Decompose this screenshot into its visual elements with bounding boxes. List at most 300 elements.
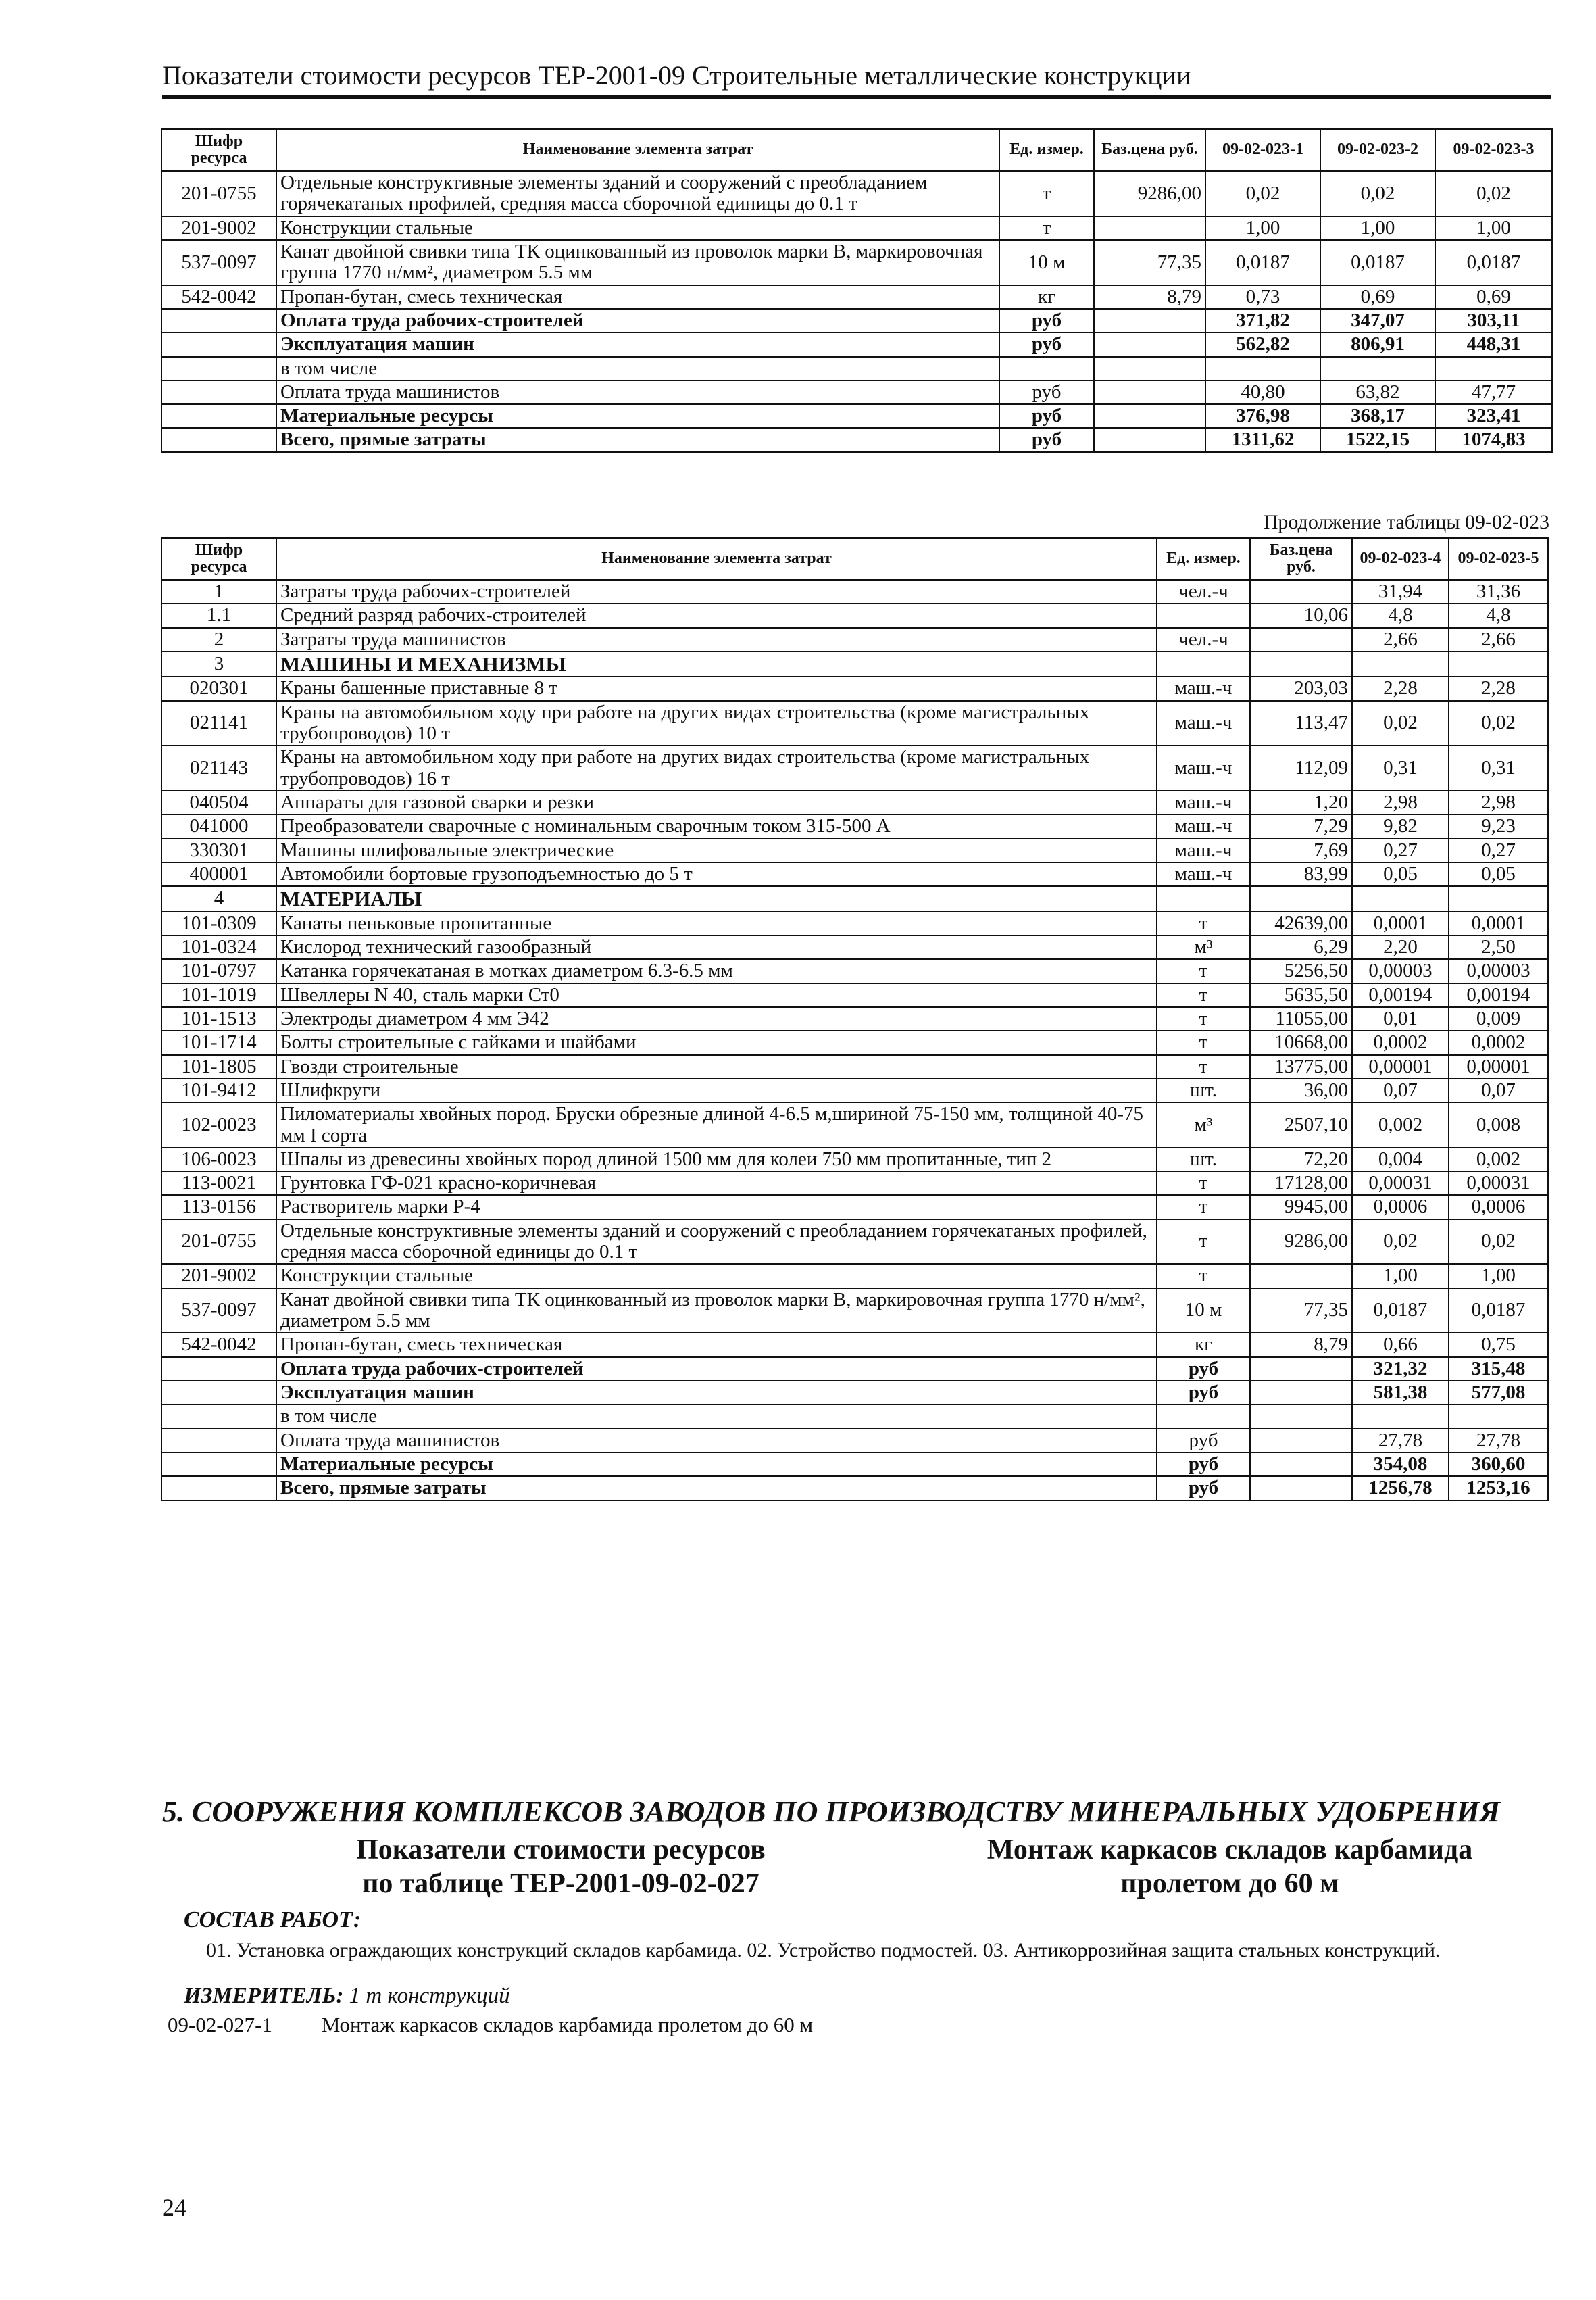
value-cell: 31,36 xyxy=(1449,580,1548,604)
unit-cell xyxy=(1157,604,1250,627)
resource-code: 102-0023 xyxy=(161,1102,276,1148)
resource-name: Оплата труда рабочих-строителей xyxy=(276,309,999,333)
resource-name: Всего, прямые затраты xyxy=(276,1476,1157,1500)
unit-cell: т xyxy=(1157,1055,1250,1079)
value-cell: 2,66 xyxy=(1352,628,1449,652)
price-cell: 203,03 xyxy=(1250,677,1352,700)
price-cell: 77,35 xyxy=(1250,1288,1352,1333)
price-cell: 36,00 xyxy=(1250,1079,1352,1102)
resource-name: Отдельные конструктивные элементы зданий и сооружений с преобладанием горячекатаных профилей, средняя масса сборочной единицы до 0.1 т xyxy=(276,171,999,216)
table-row xyxy=(161,839,1548,862)
resource-code xyxy=(161,1404,276,1428)
resource-name: Кислород технический газообразный xyxy=(276,935,1157,959)
resource-code: 2 xyxy=(161,628,276,652)
resource-name: Эксплуатация машин xyxy=(276,333,999,356)
resource-table-2 xyxy=(161,537,1549,1501)
unit-cell xyxy=(1157,886,1250,911)
resource-name: Электроды диаметром 4 мм Э42 xyxy=(276,1007,1157,1031)
header-col-5: 09-02-023-5 xyxy=(1449,538,1548,580)
value-cell: 1256,78 xyxy=(1352,1476,1449,1500)
unit-cell: т xyxy=(999,171,1094,216)
price-cell: 10668,00 xyxy=(1250,1031,1352,1054)
value-cell xyxy=(1449,652,1548,677)
table-row xyxy=(161,1476,1548,1500)
price-cell: 1,20 xyxy=(1250,791,1352,814)
value-cell: 0,00003 xyxy=(1449,959,1548,983)
value-cell: 0,01 xyxy=(1352,1007,1449,1031)
table-row xyxy=(161,357,1552,381)
price-cell: 112,09 xyxy=(1250,745,1352,791)
unit-cell: руб xyxy=(1157,1452,1250,1476)
table-row xyxy=(161,1219,1548,1265)
value-cell: 0,66 xyxy=(1352,1333,1449,1356)
value-cell: 0,05 xyxy=(1352,862,1449,886)
value-cell xyxy=(1352,886,1449,911)
resource-name: Болты строительные с гайками и шайбами xyxy=(276,1031,1157,1054)
resource-code: 201-9002 xyxy=(161,1264,276,1288)
unit-cell: руб xyxy=(999,428,1094,451)
resource-name: Затраты труда рабочих-строителей xyxy=(276,580,1157,604)
resource-code xyxy=(161,1357,276,1381)
value-cell: 0,02 xyxy=(1352,701,1449,746)
value-cell: 0,0187 xyxy=(1320,240,1435,285)
value-cell: 0,07 xyxy=(1352,1079,1449,1102)
price-cell xyxy=(1094,333,1205,356)
table-row xyxy=(161,652,1548,677)
resource-name: Катанка горячекатаная в мотках диаметром 6.3-6.5 мм xyxy=(276,959,1157,983)
price-cell: 13775,00 xyxy=(1250,1055,1352,1079)
resource-name: Машины шлифовальные электрические xyxy=(276,839,1157,862)
resource-code xyxy=(161,1452,276,1476)
resource-name: Оплата труда рабочих-строителей xyxy=(276,1357,1157,1381)
resource-name: Затраты труда машинистов xyxy=(276,628,1157,652)
value-cell: 1,00 xyxy=(1449,1264,1548,1288)
header-col-1: 09-02-023-1 xyxy=(1205,129,1320,171)
table-row xyxy=(161,701,1548,746)
value-cell: 0,0187 xyxy=(1352,1288,1449,1333)
value-cell: 2,98 xyxy=(1352,791,1449,814)
table-row xyxy=(161,333,1552,356)
resource-code: 101-9412 xyxy=(161,1079,276,1102)
value-cell: 31,94 xyxy=(1352,580,1449,604)
table-row xyxy=(161,1404,1548,1428)
value-cell: 2,50 xyxy=(1449,935,1548,959)
resource-code: 537-0097 xyxy=(161,240,276,285)
value-cell: 0,0006 xyxy=(1352,1195,1449,1219)
table-row xyxy=(161,912,1548,935)
price-cell: 8,79 xyxy=(1250,1333,1352,1356)
resource-name: Краны на автомобильном ходу при работе на других видах строительства (кроме магистральных трубопроводов) 16 т xyxy=(276,745,1157,791)
value-cell xyxy=(1205,357,1320,381)
price-cell: 17128,00 xyxy=(1250,1171,1352,1195)
value-cell: 2,20 xyxy=(1352,935,1449,959)
value-cell: 0,02 xyxy=(1449,1219,1548,1265)
table-row xyxy=(161,983,1548,1007)
table-row xyxy=(161,240,1552,285)
page-header: Показатели стоимости ресурсов ТЕР-2001-09 Строительные металлические конструкции xyxy=(162,59,1551,99)
resource-code: 041000 xyxy=(161,814,276,838)
work-title-line-2: пролетом до 60 м xyxy=(1120,1868,1339,1900)
works-list: 01. Установка ограждающих конструкций складов карбамида. 02. Устройство подмостей. 03. Антикоррозийная защита стальных конструкций. xyxy=(206,1939,1441,1961)
unit-cell: т xyxy=(1157,1219,1250,1265)
price-cell xyxy=(1250,628,1352,652)
table-row xyxy=(161,1102,1548,1148)
table-row xyxy=(161,309,1552,333)
price-cell: 42639,00 xyxy=(1250,912,1352,935)
resource-name: Краны башенные приставные 8 т xyxy=(276,677,1157,700)
unit-cell xyxy=(999,357,1094,381)
value-cell: 0,0187 xyxy=(1205,240,1320,285)
table-row xyxy=(161,1333,1548,1356)
unit-cell: т xyxy=(1157,1264,1250,1288)
header-price: Баз.цена руб. xyxy=(1250,538,1352,580)
resource-code: 113-0156 xyxy=(161,1195,276,1219)
unit-cell: маш.-ч xyxy=(1157,701,1250,746)
header-col-3: 09-02-023-3 xyxy=(1435,129,1552,171)
table-row xyxy=(161,404,1552,428)
resource-name: Шлифкруги xyxy=(276,1079,1157,1102)
header-name: Наименование элемента затрат xyxy=(276,538,1157,580)
unit-cell: маш.-ч xyxy=(1157,839,1250,862)
resource-code xyxy=(161,309,276,333)
unit-cell: руб xyxy=(999,309,1094,333)
resource-code: 542-0042 xyxy=(161,1333,276,1356)
resource-name: Растворитель марки Р-4 xyxy=(276,1195,1157,1219)
price-cell xyxy=(1250,1381,1352,1404)
resource-name: Канат двойной свивки типа ТК оцинкованный из проволок марки В, маркировочная группа 1770 н/мм², диаметром 5.5 мм xyxy=(276,1288,1157,1333)
resource-name: Пиломатериалы хвойных пород. Бруски обрезные длиной 4-6.5 м,шириной 75-150 мм, толщиной 40-75 мм I сорта xyxy=(276,1102,1157,1148)
value-cell: 0,27 xyxy=(1352,839,1449,862)
value-cell: 0,02 xyxy=(1352,1219,1449,1265)
value-cell: 2,98 xyxy=(1449,791,1548,814)
value-cell: 0,02 xyxy=(1435,171,1552,216)
value-cell: 27,78 xyxy=(1352,1429,1449,1452)
value-cell: 0,00001 xyxy=(1449,1055,1548,1079)
resource-code: 101-0324 xyxy=(161,935,276,959)
resource-name: в том числе xyxy=(276,357,999,381)
value-cell: 0,008 xyxy=(1449,1102,1548,1148)
value-cell: 0,002 xyxy=(1352,1102,1449,1148)
resource-code: 201-9002 xyxy=(161,216,276,240)
measure-value: 1 т конструкций xyxy=(349,1984,510,2008)
price-cell: 77,35 xyxy=(1094,240,1205,285)
value-cell: 0,0006 xyxy=(1449,1195,1548,1219)
unit-cell: кг xyxy=(1157,1333,1250,1356)
unit-cell: чел.-ч xyxy=(1157,580,1250,604)
price-cell: 5635,50 xyxy=(1250,983,1352,1007)
unit-cell: чел.-ч xyxy=(1157,628,1250,652)
resource-table-1 xyxy=(161,128,1553,453)
unit-cell xyxy=(1157,1404,1250,1428)
resource-code: 400001 xyxy=(161,862,276,886)
value-cell: 0,75 xyxy=(1449,1333,1548,1356)
value-cell xyxy=(1352,1404,1449,1428)
value-cell: 448,31 xyxy=(1435,333,1552,356)
table-row xyxy=(161,1031,1548,1054)
value-cell: 47,77 xyxy=(1435,381,1552,404)
value-cell xyxy=(1435,357,1552,381)
value-cell: 577,08 xyxy=(1449,1381,1548,1404)
value-cell: 376,98 xyxy=(1205,404,1320,428)
table-row xyxy=(161,1288,1548,1333)
table-row xyxy=(161,1079,1548,1102)
resource-code xyxy=(161,1429,276,1452)
resource-name: Грунтовка ГФ-021 красно-коричневая xyxy=(276,1171,1157,1195)
price-cell: 8,79 xyxy=(1094,285,1205,309)
table-row xyxy=(161,814,1548,838)
value-cell: 27,78 xyxy=(1449,1429,1548,1452)
resource-name: Аппараты для газовой сварки и резки xyxy=(276,791,1157,814)
table-row xyxy=(161,428,1552,451)
value-cell: 562,82 xyxy=(1205,333,1320,356)
value-cell: 0,002 xyxy=(1449,1148,1548,1171)
unit-cell: т xyxy=(1157,1007,1250,1031)
resource-code xyxy=(161,1381,276,1404)
resource-name: Канат двойной свивки типа ТК оцинкованный из проволок марки В, маркировочная группа 1770 н/мм², диаметром 5.5 мм xyxy=(276,240,999,285)
resource-name: Гвозди строительные xyxy=(276,1055,1157,1079)
table-row xyxy=(161,381,1552,404)
resource-name: Всего, прямые затраты xyxy=(276,428,999,451)
unit-cell xyxy=(1157,652,1250,677)
resource-code xyxy=(161,357,276,381)
header-col-4: 09-02-023-4 xyxy=(1352,538,1449,580)
value-cell: 1,00 xyxy=(1435,216,1552,240)
value-cell: 0,31 xyxy=(1449,745,1548,791)
table-row xyxy=(161,1381,1548,1404)
resource-name: Эксплуатация машин xyxy=(276,1381,1157,1404)
unit-cell: т xyxy=(1157,959,1250,983)
price-cell xyxy=(1094,357,1205,381)
unit-cell: 10 м xyxy=(999,240,1094,285)
resource-code: 021141 xyxy=(161,701,276,746)
sostav-label: СОСТАВ РАБОТ: xyxy=(184,1907,361,1932)
resource-code xyxy=(161,1476,276,1500)
value-cell xyxy=(1449,886,1548,911)
resource-name: Краны на автомобильном ходу при работе на других видах строительства (кроме магистральных трубопроводов) 10 т xyxy=(276,701,1157,746)
resource-code: 101-0309 xyxy=(161,912,276,935)
value-cell: 0,31 xyxy=(1352,745,1449,791)
price-cell: 7,69 xyxy=(1250,839,1352,862)
table-row xyxy=(161,285,1552,309)
unit-cell: маш.-ч xyxy=(1157,814,1250,838)
unit-cell: т xyxy=(1157,1195,1250,1219)
value-cell: 0,0001 xyxy=(1449,912,1548,935)
value-cell: 0,0187 xyxy=(1449,1288,1548,1333)
value-cell: 1,00 xyxy=(1205,216,1320,240)
table-row xyxy=(161,171,1552,216)
value-cell: 0,02 xyxy=(1449,701,1548,746)
rate-code: 09-02-027-1 xyxy=(168,2013,272,2036)
value-cell: 0,0002 xyxy=(1449,1031,1548,1054)
resource-code: 3 xyxy=(161,652,276,677)
resource-name: Швеллеры N 40, сталь марки Ст0 xyxy=(276,983,1157,1007)
indicators-title xyxy=(324,1833,797,1901)
resource-code: 537-0097 xyxy=(161,1288,276,1333)
value-cell: 2,28 xyxy=(1449,677,1548,700)
value-cell: 0,00031 xyxy=(1449,1171,1548,1195)
value-cell: 0,00003 xyxy=(1352,959,1449,983)
unit-cell: шт. xyxy=(1157,1148,1250,1171)
resource-code: 201-0755 xyxy=(161,171,276,216)
resource-name: Оплата труда машинистов xyxy=(276,1429,1157,1452)
price-cell xyxy=(1094,216,1205,240)
unit-cell: руб xyxy=(999,381,1094,404)
value-cell: 321,32 xyxy=(1352,1357,1449,1381)
resource-code xyxy=(161,428,276,451)
resource-name: Средний разряд рабочих-строителей xyxy=(276,604,1157,627)
unit-cell: руб xyxy=(999,404,1094,428)
value-cell: 1311,62 xyxy=(1205,428,1320,451)
price-cell xyxy=(1094,404,1205,428)
price-cell xyxy=(1250,1357,1352,1381)
resource-code: 020301 xyxy=(161,677,276,700)
resource-code: 542-0042 xyxy=(161,285,276,309)
price-cell xyxy=(1094,381,1205,404)
price-cell: 9286,00 xyxy=(1094,171,1205,216)
table-row xyxy=(161,580,1548,604)
resource-code: 021143 xyxy=(161,745,276,791)
value-cell: 0,69 xyxy=(1320,285,1435,309)
resource-code: 101-1805 xyxy=(161,1055,276,1079)
price-cell: 2507,10 xyxy=(1250,1102,1352,1148)
price-cell: 72,20 xyxy=(1250,1148,1352,1171)
value-cell: 4,8 xyxy=(1449,604,1548,627)
table-row xyxy=(161,1264,1548,1288)
value-cell: 2,66 xyxy=(1449,628,1548,652)
unit-cell: руб xyxy=(1157,1476,1250,1500)
unit-cell: руб xyxy=(1157,1357,1250,1381)
value-cell: 0,0002 xyxy=(1352,1031,1449,1054)
unit-cell: маш.-ч xyxy=(1157,745,1250,791)
unit-cell: т xyxy=(1157,1031,1250,1054)
resource-code: 201-0755 xyxy=(161,1219,276,1265)
price-cell xyxy=(1250,1264,1352,1288)
work-title-line-1: Монтаж каркасов складов карбамида xyxy=(987,1834,1473,1865)
price-cell: 11055,00 xyxy=(1250,1007,1352,1031)
resource-name: Автомобили бортовые грузоподъемностью до 5 т xyxy=(276,862,1157,886)
resource-name: в том числе xyxy=(276,1404,1157,1428)
rate-code-line xyxy=(168,2013,813,2037)
header-code: Шифр ресурса xyxy=(161,538,276,580)
value-cell: 1253,16 xyxy=(1449,1476,1548,1500)
value-cell: 0,00031 xyxy=(1352,1171,1449,1195)
unit-cell: шт. xyxy=(1157,1079,1250,1102)
header-col-2: 09-02-023-2 xyxy=(1320,129,1435,171)
table-row xyxy=(161,1171,1548,1195)
value-cell: 9,23 xyxy=(1449,814,1548,838)
table-row xyxy=(161,1007,1548,1031)
value-cell: 360,60 xyxy=(1449,1452,1548,1476)
value-cell: 371,82 xyxy=(1205,309,1320,333)
value-cell: 368,17 xyxy=(1320,404,1435,428)
value-cell xyxy=(1352,652,1449,677)
value-cell: 303,11 xyxy=(1435,309,1552,333)
unit-cell: м³ xyxy=(1157,935,1250,959)
table-row xyxy=(161,216,1552,240)
resource-name: Преобразователи сварочные с номинальным сварочным током 315-500 А xyxy=(276,814,1157,838)
resource-name: Пропан-бутан, смесь техническая xyxy=(276,285,999,309)
value-cell: 1,00 xyxy=(1320,216,1435,240)
price-cell xyxy=(1250,580,1352,604)
value-cell: 315,48 xyxy=(1449,1357,1548,1381)
header-price: Баз.цена руб. xyxy=(1094,129,1205,171)
unit-cell: т xyxy=(1157,983,1250,1007)
value-cell: 0,07 xyxy=(1449,1079,1548,1102)
value-cell: 2,28 xyxy=(1352,677,1449,700)
resource-name: Материальные ресурсы xyxy=(276,1452,1157,1476)
price-cell xyxy=(1094,428,1205,451)
price-cell xyxy=(1250,1476,1352,1500)
unit-cell: т xyxy=(999,216,1094,240)
table-row xyxy=(161,1055,1548,1079)
value-cell xyxy=(1449,1404,1548,1428)
resource-code: 113-0021 xyxy=(161,1171,276,1195)
measure-unit xyxy=(184,1984,510,2009)
value-cell: 1,00 xyxy=(1352,1264,1449,1288)
table-row xyxy=(161,1357,1548,1381)
value-cell xyxy=(1320,357,1435,381)
indicators-line-2: по таблице ТЕР-2001-09-02-027 xyxy=(362,1868,759,1900)
value-cell: 354,08 xyxy=(1352,1452,1449,1476)
price-cell: 10,06 xyxy=(1250,604,1352,627)
resource-code: 330301 xyxy=(161,839,276,862)
unit-cell: маш.-ч xyxy=(1157,677,1250,700)
price-cell: 83,99 xyxy=(1250,862,1352,886)
unit-cell: т xyxy=(1157,912,1250,935)
resource-code xyxy=(161,333,276,356)
table-row xyxy=(161,862,1548,886)
resource-name: Конструкции стальные xyxy=(276,1264,1157,1288)
table-row xyxy=(161,791,1548,814)
price-cell xyxy=(1250,652,1352,677)
section-title: 5. СООРУЖЕНИЯ КОМПЛЕКСОВ ЗАВОДОВ ПО ПРОИЗВОДСТВУ МИНЕРАЛЬНЫХ УДОБРЕНИЯ xyxy=(162,1795,1500,1828)
resource-code: 101-1513 xyxy=(161,1007,276,1031)
page-number: 24 xyxy=(162,2194,186,2221)
value-cell: 323,41 xyxy=(1435,404,1552,428)
price-cell xyxy=(1250,1429,1352,1452)
value-cell: 0,004 xyxy=(1352,1148,1449,1171)
table-row xyxy=(161,1452,1548,1476)
resource-code: 1.1 xyxy=(161,604,276,627)
resource-code: 4 xyxy=(161,886,276,911)
unit-cell: руб xyxy=(1157,1429,1250,1452)
unit-cell: руб xyxy=(1157,1381,1250,1404)
resource-code: 106-0023 xyxy=(161,1148,276,1171)
measure-label: ИЗМЕРИТЕЛЬ: xyxy=(184,1984,344,2008)
unit-cell: маш.-ч xyxy=(1157,791,1250,814)
value-cell: 0,73 xyxy=(1205,285,1320,309)
resource-name: Шпалы из древесины хвойных пород длиной 1500 мм для колеи 750 мм пропитанные, тип 2 xyxy=(276,1148,1157,1171)
resource-name: МАШИНЫ И МЕХАНИЗМЫ xyxy=(276,652,1157,677)
header-unit: Ед. измер. xyxy=(999,129,1094,171)
value-cell: 1074,83 xyxy=(1435,428,1552,451)
resource-code: 101-1714 xyxy=(161,1031,276,1054)
value-cell: 4,8 xyxy=(1352,604,1449,627)
value-cell: 9,82 xyxy=(1352,814,1449,838)
price-cell xyxy=(1250,1452,1352,1476)
resource-name: Канаты пеньковые пропитанные xyxy=(276,912,1157,935)
value-cell: 63,82 xyxy=(1320,381,1435,404)
indicators-line-1: Показатели стоимости ресурсов xyxy=(356,1834,766,1865)
continuation-label: Продолжение таблицы 09-02-023 xyxy=(1263,511,1549,533)
value-cell: 0,0001 xyxy=(1352,912,1449,935)
value-cell: 0,05 xyxy=(1449,862,1548,886)
resource-name: Оплата труда машинистов xyxy=(276,381,999,404)
table-row xyxy=(161,677,1548,700)
unit-cell: 10 м xyxy=(1157,1288,1250,1333)
resource-code: 040504 xyxy=(161,791,276,814)
resource-code xyxy=(161,404,276,428)
